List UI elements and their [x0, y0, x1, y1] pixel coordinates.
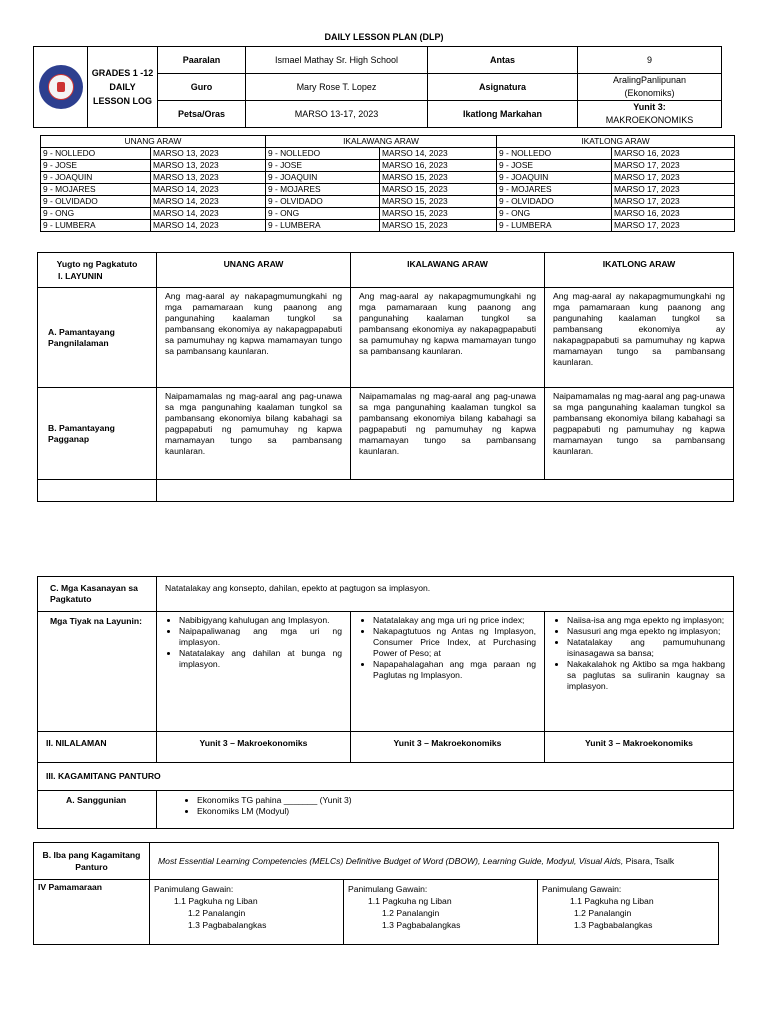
paaralan-label: Paaralan	[158, 47, 246, 74]
empty-cell	[157, 480, 734, 502]
pagganap-day3: Naipamamalas ng mag-aaral ang pag-unawa sa mga pangunahing kaalaman tungkol sa pambansang ekonomiya bilang kabahagi sa pagpapabuti ng pamumuhay ng kapwa mamamayan tungo sa pambansang kaunlaran.	[545, 388, 734, 480]
kasanayan-text: Natatalakay ang konsepto, dahilan, epekto at pagtugon sa implasyon.	[157, 577, 734, 612]
roster-cell: 9 - JOSE	[497, 160, 612, 172]
pagganap-day1: Naipamamalas ng mag-aaral ang pag-unawa sa mga pangunahing kaalaman tungkol sa pambansang ekonomiya bilang kabahagi sa pagpapabuti ng pamumuhay ng kapwa mamamayan tungo sa pambansang kaunlaran.	[157, 388, 351, 480]
objectives-table	[37, 252, 734, 502]
roster-cell: 9 - NOLLEDO	[266, 148, 380, 160]
section-d-table	[33, 842, 719, 945]
roster-cell: 9 - ONG	[41, 208, 151, 220]
kagamitan-label: III. KAGAMITANG PANTURO	[38, 763, 734, 791]
col-header-day1: UNANG ARAW	[157, 253, 351, 288]
asignatura-value: AralingPanlipunan (Ekonomiks)	[578, 74, 722, 101]
objective-item: • Napapahalagahan ang mga paraan ng Paglutas ng Implasyon.	[373, 659, 536, 681]
roster-row	[41, 172, 735, 184]
pamamaraan-day1: Panimulang Gawain: 1.1 Pagkuha ng Liban 1.2 Panalangin 1.3 Pagbabalangkas	[150, 880, 344, 945]
nilalaman-day2: Yunit 3 – Makroekonomiks	[351, 732, 545, 763]
roster-cell: MARSO 13, 2023	[151, 172, 266, 184]
roster-cell: 9 - NOLLEDO	[497, 148, 612, 160]
objective-item: • Natatalakay ang dahilan at bunga ng implasyon.	[179, 648, 342, 670]
sanggunian-label: A. Sanggunian	[38, 791, 157, 829]
kasanayan-label: C. Mga Kasanayan sa Pagkatuto	[38, 577, 157, 612]
nilalaman-day3: Yunit 3 – Makroekonomiks	[545, 732, 734, 763]
paaralan-value: Ismael Mathay Sr. High School	[246, 47, 428, 74]
objective-item: • Natatalakay ang pamumuhunang isinasagawa sa bansa;	[567, 637, 725, 659]
roster-table	[40, 135, 735, 232]
roster-cell: MARSO 15, 2023	[380, 172, 497, 184]
objective-item: • Nabibigyang kahulugan ang Implasyon.	[179, 615, 342, 626]
document-title: DAILY LESSON PLAN (DLP)	[324, 32, 444, 42]
roster-cell: MARSO 17, 2023	[612, 220, 735, 232]
roster-cell: 9 - MOJARES	[497, 184, 612, 196]
roster-row	[41, 208, 735, 220]
roster-cell: MARSO 14, 2023	[151, 184, 266, 196]
roster-cell: MARSO 16, 2023	[380, 160, 497, 172]
roster-header-day1: UNANG ARAW	[41, 136, 266, 148]
roster-cell: MARSO 14, 2023	[380, 148, 497, 160]
nilalaman-label: II. NILALAMAN	[38, 732, 157, 763]
tiyak-day3	[545, 612, 734, 732]
roster-cell: MARSO 15, 2023	[380, 220, 497, 232]
pamantayang-pagganap-label: B. Pamantayang Pagganap	[38, 388, 157, 480]
grades-label: GRADES 1 -12 DAILY LESSON LOG	[88, 47, 158, 128]
antas-label: Antas	[428, 47, 578, 74]
roster-row	[41, 184, 735, 196]
pamamaraan-day3: Panimulang Gawain: 1.1 Pagkuha ng Liban 1.2 Panalangin 1.3 Pagbabalangkas	[538, 880, 719, 945]
asignatura-label: Asignatura	[428, 74, 578, 101]
yunit-value: Yunit 3: MAKROEKONOMIKS	[578, 101, 722, 128]
pangnilalaman-day2: Ang mag-aaral ay nakapagmumungkahi ng mga pamamaraan kung paanong ang pangunahing kaalaman tungkol sa pambansang ekonomiya ay nakapagpapabuti sa pamumuhay ng kapwa mamamayan tungo sa pambansang kaunlaran.	[351, 288, 545, 388]
roster-cell: 9 - JOSE	[266, 160, 380, 172]
tiyak-day2	[351, 612, 545, 732]
petsa-label: Petsa/Oras	[158, 101, 246, 128]
antas-value: 9	[578, 47, 722, 74]
reference-item: • Ekonomiks LM (Modyul)	[197, 806, 725, 817]
roster-cell: MARSO 15, 2023	[380, 196, 497, 208]
roster-cell: 9 - LUMBERA	[497, 220, 612, 232]
roster-cell: 9 - JOAQUIN	[41, 172, 151, 184]
roster-cell: 9 - JOAQUIN	[497, 172, 612, 184]
col-header-day2: IKALAWANG ARAW	[351, 253, 545, 288]
pamantayang-pangnilalaman-label: A. Pamantayang Pangnilalaman	[38, 288, 157, 388]
roster-cell: 9 - MOJARES	[266, 184, 380, 196]
tiyak-day1	[157, 612, 351, 732]
roster-row	[41, 160, 735, 172]
roster-cell: MARSO 16, 2023	[612, 208, 735, 220]
roster-cell: 9 - JOAQUIN	[266, 172, 380, 184]
pamamaraan-day2: Panimulang Gawain: 1.1 Pagkuha ng Liban 1.2 Panalangin 1.3 Pagbabalangkas	[344, 880, 538, 945]
guro-value: Mary Rose T. Lopez	[246, 74, 428, 101]
roster-cell: MARSO 17, 2023	[612, 184, 735, 196]
pamamaraan-label: IV Pamamaraan	[34, 880, 150, 945]
roster-cell: 9 - LUMBERA	[41, 220, 151, 232]
roster-cell: MARSO 13, 2023	[151, 148, 266, 160]
deped-seal-icon	[39, 65, 83, 109]
objective-item: • Nasusuri ang mga epekto ng implasyon;	[567, 626, 725, 637]
sanggunian-list	[157, 791, 734, 829]
pangnilalaman-day3: Ang mag-aaral ay nakapagmumungkahi ng mga pamamaraan kung paanong ang pangunahing kaalaman tungkol sa pambansang ekonomiya ay nakapagpapabuti sa pamumuhay ng kapwa mamamayan tungo sa pambansang kaunlaran.	[545, 288, 734, 388]
pagganap-day2: Naipamamalas ng mag-aaral ang pag-unawa sa mga pangunahing kaalaman tungkol sa pambansang ekonomiya bilang kabahagi sa pagpapabuti ng pamumuhay ng kapwa mamamayan tungo sa pambansang kaunlaran.	[351, 388, 545, 480]
roster-cell: 9 - LUMBERA	[266, 220, 380, 232]
objective-item: • Natatalakay ang mga uri ng price index;	[373, 615, 536, 626]
roster-cell: MARSO 14, 2023	[151, 196, 266, 208]
roster-header-day3: IKATLONG ARAW	[497, 136, 735, 148]
empty-cell	[38, 480, 157, 502]
roster-cell: MARSO 14, 2023	[151, 220, 266, 232]
pangnilalaman-day1: Ang mag-aaral ay nakapagmumungkahi ng mga pamamaraan kung paanong ang pangunahing kaalaman tungkol sa pambansang ekonomiya ay nakapagpapabuti sa pamumuhay ng kapwa mamamayan tungo sa pambansang kaunlaran.	[157, 288, 351, 388]
tiyak-label: Mga Tiyak na Layunin:	[38, 612, 157, 732]
roster-cell: MARSO 17, 2023	[612, 196, 735, 208]
roster-row	[41, 220, 735, 232]
roster-header-day2: IKALAWANG ARAW	[266, 136, 497, 148]
roster-cell: 9 - JOSE	[41, 160, 151, 172]
reference-item: • Ekonomiks TG pahina _______ (Yunit 3)	[197, 795, 725, 806]
roster-cell: MARSO 15, 2023	[380, 184, 497, 196]
roster-row	[41, 148, 735, 160]
objective-item: • Naiisa-isa ang mga epekto ng implasyon;	[567, 615, 725, 626]
iba-label: B. Iba pang Kagamitang Panturo	[34, 843, 150, 880]
petsa-value: MARSO 13-17, 2023	[246, 101, 428, 128]
objective-item: • Naipapaliwanag ang mga uri ng implasyon.	[179, 626, 342, 648]
roster-cell: MARSO 13, 2023	[151, 160, 266, 172]
guro-label: Guro	[158, 74, 246, 101]
roster-cell: 9 - ONG	[497, 208, 612, 220]
markahan-label: Ikatlong Markahan	[428, 101, 578, 128]
roster-cell: 9 - ONG	[266, 208, 380, 220]
roster-row	[41, 196, 735, 208]
roster-cell: MARSO 14, 2023	[151, 208, 266, 220]
deped-logo-cell	[34, 47, 88, 128]
iba-text: Most Essential Learning Competencies (MELCs) Definitive Budget of Word (DBOW), Learning Guide, Modyul, Visual Aids, Pisara, Tsalk	[150, 843, 719, 880]
header-table	[33, 46, 722, 128]
roster-cell: MARSO 15, 2023	[380, 208, 497, 220]
col-header-day3: IKATLONG ARAW	[545, 253, 734, 288]
roster-cell: 9 - NOLLEDO	[41, 148, 151, 160]
roster-cell: MARSO 17, 2023	[612, 160, 735, 172]
roster-cell: MARSO 16, 2023	[612, 148, 735, 160]
roster-cell: 9 - OLVIDADO	[266, 196, 380, 208]
roster-cell: 9 - OLVIDADO	[41, 196, 151, 208]
roster-cell: 9 - MOJARES	[41, 184, 151, 196]
objective-item: • Nakapagtutuos ng Antas ng Implasyon, Consumer Price Index, at Purchasing Power of Peso; at	[373, 626, 536, 659]
objective-item: • Nakakalahok ng Aktibo sa mga hakbang sa paglutas sa suliranin kaugnay sa implasyon.	[567, 659, 725, 692]
section-c-table	[37, 576, 734, 829]
nilalaman-day1: Yunit 3 – Makroekonomiks	[157, 732, 351, 763]
yugto-label: Yugto ng Pagkatuto I. LAYUNIN	[38, 253, 157, 288]
roster-cell: 9 - OLVIDADO	[497, 196, 612, 208]
roster-cell: MARSO 17, 2023	[612, 172, 735, 184]
